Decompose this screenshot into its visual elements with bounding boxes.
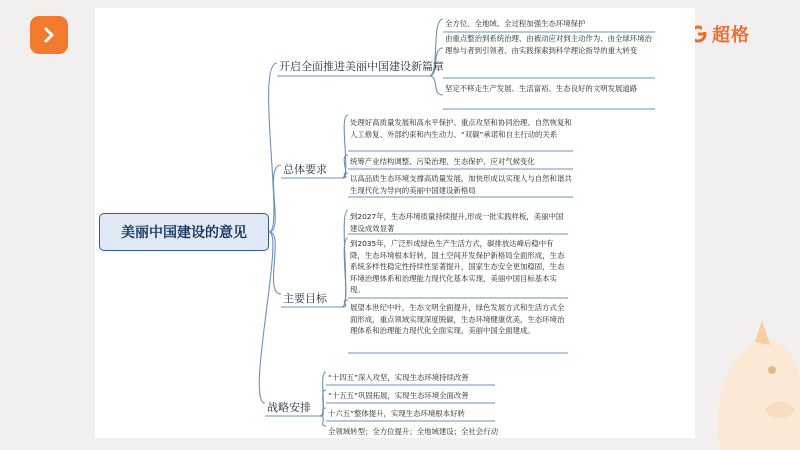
- branch-strategic-arrangement: 战略安排: [267, 401, 311, 414]
- leaf-item: 以高品质生态环境支撑高质量发展，加快形成以实现人与自然和谐共生现代化为导向的美丽中国建设新格局: [350, 174, 572, 195]
- branch-new-chapter: 开启全面推进美丽中国建设新篇章: [279, 60, 444, 73]
- leaf-item: 处理好高质量发展和高水平保护、重点攻坚和协同治理、自然恢复和人工修复、外部约束和内生动力、“双碳”承诺和自主行动的关系: [350, 118, 572, 139]
- branch-overall-requirements: 总体要求: [283, 163, 327, 176]
- leaf-item: 十六五”整体提升，实现生态环境根本好转: [328, 409, 465, 418]
- next-button[interactable]: [30, 16, 68, 54]
- leaf-item: 到2027年，生态环境质量持续提升,形成一批实践样板，美丽中国建设成效显著: [350, 212, 564, 233]
- leaf-item: 统筹产业结构调整、污染治理、生态保护、应对气候变化: [350, 157, 535, 166]
- leaf-item: 到2035年，广泛形成绿色生产生活方式，碳排放达峰后稳中有降，生态环境根本好转，国土空间开发保护新格局全面形成，生态系统多样性稳定性持续性显著提升，国家生态安全更加稳固，生态环境治理体系和治理能力现代化基本实现，美丽中国目标基本实现。: [350, 239, 565, 294]
- brand-logo: [688, 22, 750, 46]
- leaf-item: 展望本世纪中叶，生态文明全面提升，绿色发展方式和生活方式全面形成，重点领域实现深度脱碳，生态环境健康优美，生态环境治理体系和治理能力现代化全面实现，美丽中国全面建成。: [350, 303, 565, 335]
- mind-map: [95, 8, 695, 438]
- leaf-item: 由重点整治到系统治理、由被动应对到主动作为、由全球环境治理参与者到引领者、由实践探索到科学理论指导的重大转变: [445, 34, 652, 55]
- leaf-item: 全领域转型；全方位提升；全地域建设；全社会行动: [328, 427, 498, 436]
- leaf-item: 坚定不移走生产发展、生活富裕、生态良好的文明发展道路: [445, 84, 638, 93]
- branch-main-goals: 主要目标: [283, 292, 327, 305]
- mascot-illustration: [700, 250, 800, 450]
- leaf-item: “十四五”深入攻坚，实现生态环境持续改善: [328, 373, 469, 382]
- leaf-item: 全方位、全地域、全过程加强生态环境保护: [445, 19, 586, 28]
- brand-name: 超格: [712, 25, 750, 46]
- leaf-item: “十五五”巩固拓展，实现生态环境全面改善: [328, 391, 469, 400]
- chevron-right-icon: [40, 26, 58, 44]
- root-node: 美丽中国建设的意见: [99, 213, 269, 251]
